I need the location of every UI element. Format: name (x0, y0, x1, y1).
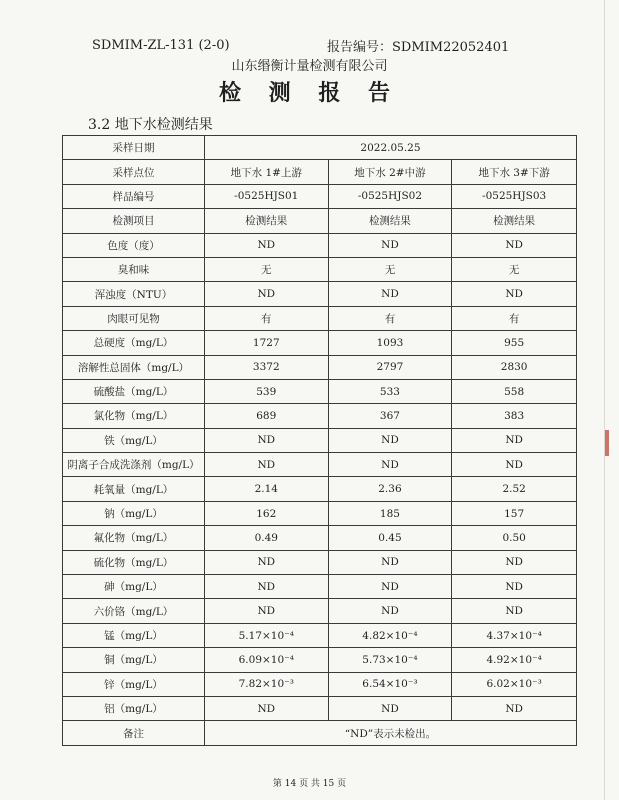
result-cell: 地下水 3#下游 (452, 160, 577, 184)
result-cell: 4.82×10⁻⁴ (328, 623, 452, 647)
result-cell: 0.45 (328, 526, 452, 550)
result-cell: 185 (328, 501, 452, 525)
result-cell: ND (452, 428, 577, 452)
note-label: 备注 (63, 721, 205, 745)
result-cell: 6.54×10⁻³ (328, 672, 452, 696)
table-row (63, 477, 577, 501)
result-cell: -0525HJS01 (204, 184, 328, 208)
table-row (63, 550, 577, 574)
result-cell: 地下水 1#上游 (204, 160, 328, 184)
result-cell: ND (452, 599, 577, 623)
result-cell: 157 (452, 501, 577, 525)
result-cell: ND (452, 575, 577, 599)
table-row (63, 453, 577, 477)
result-cell: 2.14 (204, 477, 328, 501)
report-title: 检 测 报 告 (219, 80, 400, 106)
table-row (63, 526, 577, 550)
result-cell: 539 (204, 379, 328, 403)
result-cell: 4.92×10⁻⁴ (452, 648, 577, 672)
table-row (63, 696, 577, 720)
row-label-cell: 耗氧量（mg/L） (63, 477, 205, 501)
result-cell: ND (328, 453, 452, 477)
table-row (63, 379, 577, 403)
result-cell: ND (204, 282, 328, 306)
sample-date-value: 2022.05.25 (204, 136, 576, 160)
result-cell: ND (204, 696, 328, 720)
result-cell: 6.09×10⁻⁴ (204, 648, 328, 672)
row-label-cell: 六价铬（mg/L） (63, 599, 205, 623)
result-cell: ND (328, 575, 452, 599)
result-cell: ND (204, 233, 328, 257)
result-cell: 0.50 (452, 526, 577, 550)
result-cell: 5.73×10⁻⁴ (328, 648, 452, 672)
result-cell: -0525HJS02 (328, 184, 452, 208)
row-label-cell: 硫化物（mg/L） (63, 550, 205, 574)
table-row (63, 282, 577, 306)
result-cell: ND (452, 696, 577, 720)
row-label-cell: 肉眼可见物 (63, 306, 205, 330)
result-cell: ND (204, 599, 328, 623)
table-row (63, 428, 577, 452)
row-label-cell: 臭和味 (63, 257, 205, 281)
table-row (63, 575, 577, 599)
page-edge (604, 0, 605, 800)
table-row (63, 404, 577, 428)
result-cell: 检测结果 (452, 209, 577, 233)
result-cell: 有 (328, 306, 452, 330)
company-name: 山东缗衡计量检测有限公司 (231, 59, 388, 74)
result-cell: 7.82×10⁻³ (204, 672, 328, 696)
row-label-cell: 锌（mg/L） (63, 672, 205, 696)
row-label-cell: 溶解性总固体（mg/L） (63, 355, 205, 379)
result-cell: 2.36 (328, 477, 452, 501)
result-cell: 162 (204, 501, 328, 525)
row-label-cell: 硫酸盐（mg/L） (63, 379, 205, 403)
report-number: 报告编号：SDMIM22052401 (327, 40, 510, 55)
table-row-sample-date (63, 136, 577, 160)
table-row (63, 501, 577, 525)
result-cell: 无 (452, 257, 577, 281)
result-cell: 1727 (204, 331, 328, 355)
table-row-note (63, 721, 577, 745)
document-code: SDMIM-ZL-131 (2-0) (92, 38, 230, 53)
note-text: “ND”表示未检出。 (204, 721, 576, 745)
result-cell: ND (328, 233, 452, 257)
row-label-cell: 色度（度） (63, 233, 205, 257)
result-cell: 3372 (204, 355, 328, 379)
result-cell: 5.17×10⁻⁴ (204, 623, 328, 647)
results-table (62, 135, 577, 746)
table-row (63, 672, 577, 696)
row-label-cell: 钠（mg/L） (63, 501, 205, 525)
result-cell: ND (328, 428, 452, 452)
result-cell: 有 (452, 306, 577, 330)
result-cell: 6.02×10⁻³ (452, 672, 577, 696)
result-cell: ND (204, 453, 328, 477)
result-cell: ND (452, 282, 577, 306)
result-cell: ND (204, 550, 328, 574)
result-cell: 2.52 (452, 477, 577, 501)
row-label-cell: 样品编号 (63, 184, 205, 208)
table-row (63, 233, 577, 257)
sample-date-label: 采样日期 (63, 136, 205, 160)
row-label-cell: 总硬度（mg/L） (63, 331, 205, 355)
page-footer: 第 14 页 共 15 页 (272, 779, 347, 789)
result-cell: 检测结果 (204, 209, 328, 233)
row-label-cell: 检测项目 (63, 209, 205, 233)
result-cell: 689 (204, 404, 328, 428)
result-cell: 0.49 (204, 526, 328, 550)
row-label-cell: 氟化物（mg/L） (63, 526, 205, 550)
result-cell: ND (204, 428, 328, 452)
result-cell: 检测结果 (328, 209, 452, 233)
row-label-cell: 采样点位 (63, 160, 205, 184)
result-cell: ND (328, 599, 452, 623)
result-cell: 有 (204, 306, 328, 330)
table-row (63, 648, 577, 672)
result-cell: 383 (452, 404, 577, 428)
result-cell: ND (204, 575, 328, 599)
result-cell: 1093 (328, 331, 452, 355)
table-row (63, 209, 577, 233)
result-cell: ND (452, 233, 577, 257)
result-cell: ND (328, 550, 452, 574)
result-cell: 4.37×10⁻⁴ (452, 623, 577, 647)
table-row (63, 306, 577, 330)
row-label-cell: 阴离子合成洗涤剂（mg/L） (63, 453, 205, 477)
result-cell: 无 (204, 257, 328, 281)
result-cell: ND (452, 453, 577, 477)
table-row (63, 184, 577, 208)
row-label-cell: 铜（mg/L） (63, 648, 205, 672)
table-row (63, 331, 577, 355)
table-row (63, 257, 577, 281)
result-cell: 367 (328, 404, 452, 428)
result-cell: 955 (452, 331, 577, 355)
row-label-cell: 铁（mg/L） (63, 428, 205, 452)
result-cell: ND (328, 282, 452, 306)
row-label-cell: 铝（mg/L） (63, 696, 205, 720)
table-row (63, 623, 577, 647)
result-cell: ND (452, 550, 577, 574)
result-cell: 无 (328, 257, 452, 281)
red-seal-fragment (605, 430, 609, 456)
table-row (63, 160, 577, 184)
result-cell: 533 (328, 379, 452, 403)
result-cell: 2830 (452, 355, 577, 379)
result-cell: ND (328, 696, 452, 720)
result-cell: -0525HJS03 (452, 184, 577, 208)
table-row (63, 355, 577, 379)
result-cell: 558 (452, 379, 577, 403)
row-label-cell: 砷（mg/L） (63, 575, 205, 599)
row-label-cell: 锰（mg/L） (63, 623, 205, 647)
table-row (63, 599, 577, 623)
result-cell: 地下水 2#中游 (328, 160, 452, 184)
result-cell: 2797 (328, 355, 452, 379)
section-title: 3.2 地下水检测结果 (88, 117, 213, 133)
row-label-cell: 氯化物（mg/L） (63, 404, 205, 428)
row-label-cell: 浑浊度（NTU） (63, 282, 205, 306)
